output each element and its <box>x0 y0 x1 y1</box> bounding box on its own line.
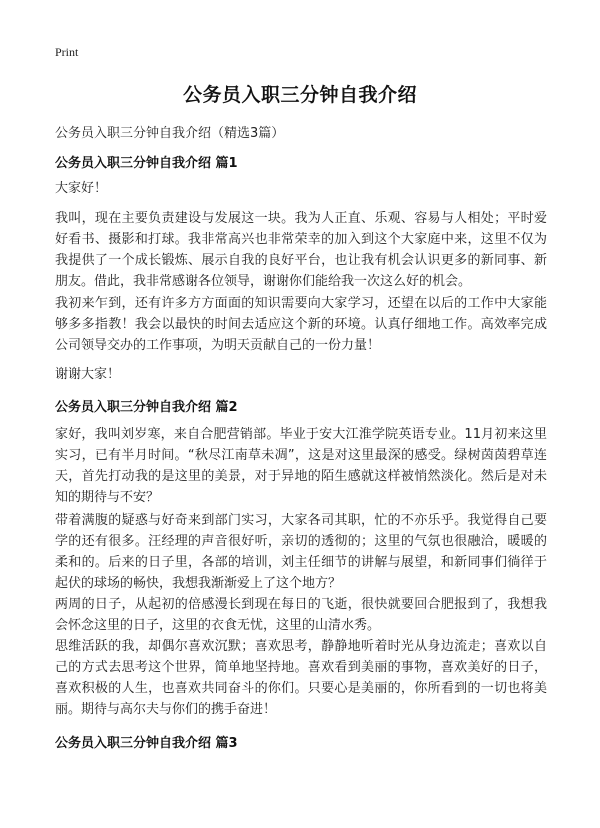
section-heading-2: 公务员入职三分钟自我介绍 篇2 <box>55 400 238 415</box>
paragraph: 我叫，现在主要负责建设与发展这一块。我为人正直、乐观、容易与人相处；平时爱好看书、摄影和打球。我非常高兴也非常荣幸的加入到这个大家庭中来，这里不仅为我提供了一个成长锻炼、展示自我的良好平台，也让我有机会认识更多的新同事、新朋友。借此，我非常感谢各位领导，谢谢你们能给我一次这么好的机会。 <box>55 211 547 289</box>
paragraph: 家好，我叫刘岁寒，来自合肥营销部。毕业于安大江淮学院英语专业。11月初来这里实习，已有半月时间。“秋尽江南草未凋”，这是对这里最深的感受。绿树茵茵碧草连天，首先打动我的是这里的美景，对于异地的陌生感就这样被悄然淡化。然后是对未知的期待与不安？ <box>55 427 547 505</box>
document-subtitle: 公务员入职三分钟自我介绍（精选3篇） <box>55 126 285 141</box>
paragraph: 两周的日子，从起初的倍感漫长到现在每日的飞逝，很快就要回合肥报到了，我想我会怀念这里的日子，这里的衣食无忧，这里的山清水秀。 <box>55 597 547 633</box>
paragraph: 大家好！ <box>55 181 108 196</box>
paragraph: 我初来乍到，还有许多方方面面的知识需要向大家学习，还望在以后的工作中大家能够多多指教！我会以最快的时间去适应这个新的环境。认真仔细地工作。高效率完成公司领导交办的工作事项，为明天贡献自己的一份力量！ <box>55 296 547 353</box>
paragraph: 带着满腹的疑惑与好奇来到部门实习，大家各司其职，忙的不亦乐乎。我觉得自己要学的还有很多。汪经理的声音很好听，亲切的透彻的；这里的气氛也很融洽，暖暖的柔和的。后来的日子里，各部的培训，刘主任细节的讲解与展望，和新同事们徜徉于起伏的球场的畅快，我想我渐渐爱上了这个地方？ <box>55 513 547 591</box>
section-heading-1: 公务员入职三分钟自我介绍 篇1 <box>55 156 238 171</box>
page-title: 公务员入职三分钟自我介绍 <box>182 84 417 106</box>
paragraph: 谢谢大家！ <box>55 367 121 382</box>
print-label: Print <box>55 45 79 59</box>
paragraph: 思维活跃的我，却偶尔喜欢沉默；喜欢思考，静静地听着时光从身边流走；喜欢以自己的方式去思考这个世界，简单地坚持地。喜欢看到美丽的事物，喜欢美好的日子，喜欢积极的人生，也喜欢共同奋斗的你们。只要心是美丽的，你所看到的一切也将美丽。期待与高尔夫与你们的携手奋进！ <box>55 639 547 717</box>
section-heading-3: 公务员入职三分钟自我介绍 篇3 <box>55 736 238 751</box>
